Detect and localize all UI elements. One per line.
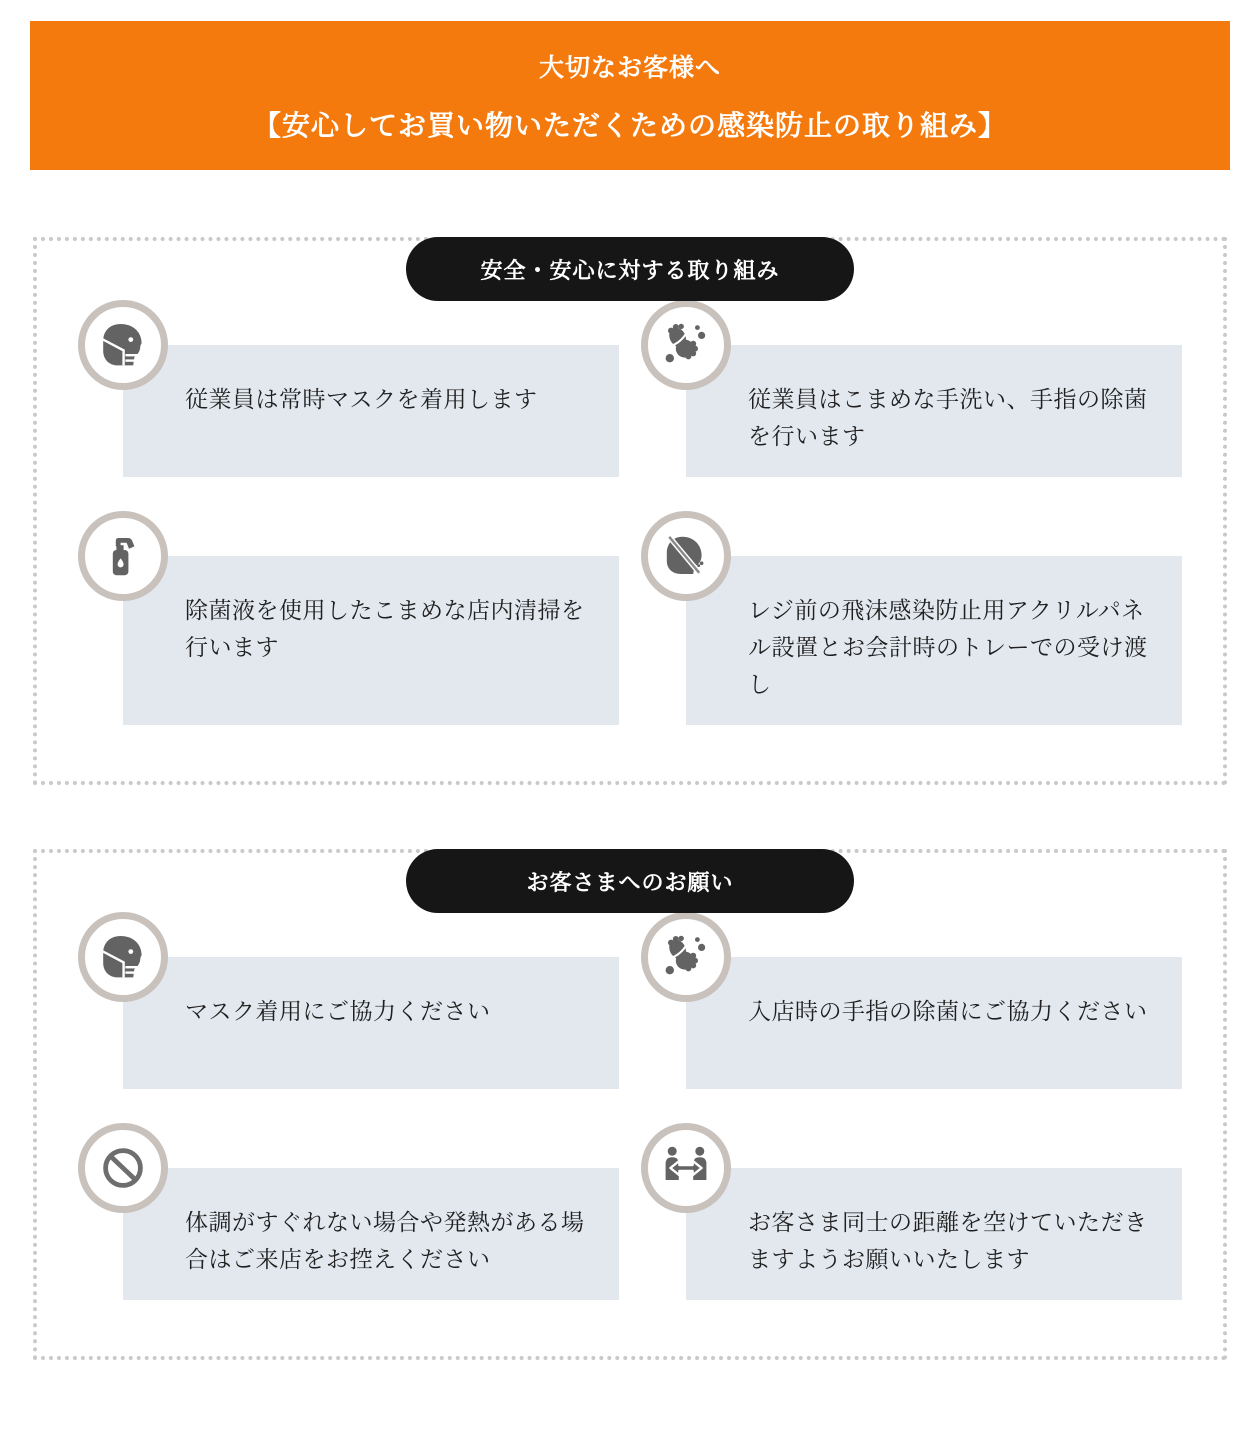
- item-card: [686, 556, 1182, 725]
- item-card: [686, 345, 1182, 477]
- list-item: [123, 1168, 619, 1300]
- item-card: [123, 556, 619, 725]
- item-text: 入店時の手指の除菌にご協力ください: [748, 998, 1148, 1024]
- social-distance-icon: [641, 1123, 731, 1213]
- item-text: マスク着用にご協力ください: [185, 998, 491, 1024]
- section-heading-pill: [406, 237, 854, 301]
- item-card: [123, 345, 619, 477]
- list-item: [686, 345, 1182, 477]
- item-text: お客さま同士の距離を空けていただきますようお願いいたします: [748, 1209, 1148, 1272]
- section-heading-pill: [406, 849, 854, 913]
- item-text: レジ前の飛沫感染防止用アクリルパネル設置とお会計時のトレーでの受け渡し: [748, 597, 1148, 697]
- banner-subtitle: 【安心してお買い物いただくための感染防止の取り組み】: [252, 109, 1007, 141]
- list-item: [686, 1168, 1182, 1300]
- list-item: [123, 345, 619, 477]
- item-card: [123, 1168, 619, 1300]
- section-heading: お客さまへのお願い: [526, 869, 734, 895]
- dotted-box: [33, 237, 1227, 785]
- banner-title: 大切なお客様へ: [538, 53, 721, 82]
- no-droplet-icon: [641, 511, 731, 601]
- item-card: [686, 1168, 1182, 1300]
- item-text: 除菌液を使用したこまめな店内清掃を行います: [185, 597, 585, 660]
- item-grid: [123, 345, 1182, 725]
- section-customer-requests: [33, 849, 1227, 1360]
- prohibition-icon: [78, 1123, 168, 1213]
- section-heading: 安全・安心に対する取り組み: [480, 257, 780, 283]
- item-card: [123, 957, 619, 1089]
- item-grid: [123, 957, 1182, 1300]
- item-text: 体調がすぐれない場合や発熱がある場合はご来店をお控えください: [185, 1209, 585, 1272]
- handwash-icon: [641, 300, 731, 390]
- dotted-box: [33, 849, 1227, 1360]
- list-item: [686, 556, 1182, 725]
- sanitizer-bottle-icon: [78, 511, 168, 601]
- list-item: [123, 556, 619, 725]
- handwash-icon: [641, 912, 731, 1002]
- item-text: 従業員は常時マスクを着用します: [185, 386, 538, 412]
- item-text: 従業員はこまめな手洗い、手指の除菌を行います: [748, 386, 1148, 449]
- section-safety-initiatives: [33, 237, 1227, 785]
- mask-icon: [78, 300, 168, 390]
- item-card: [686, 957, 1182, 1089]
- mask-icon: [78, 912, 168, 1002]
- list-item: [123, 957, 619, 1089]
- notice-banner: [30, 21, 1230, 170]
- list-item: [686, 957, 1182, 1089]
